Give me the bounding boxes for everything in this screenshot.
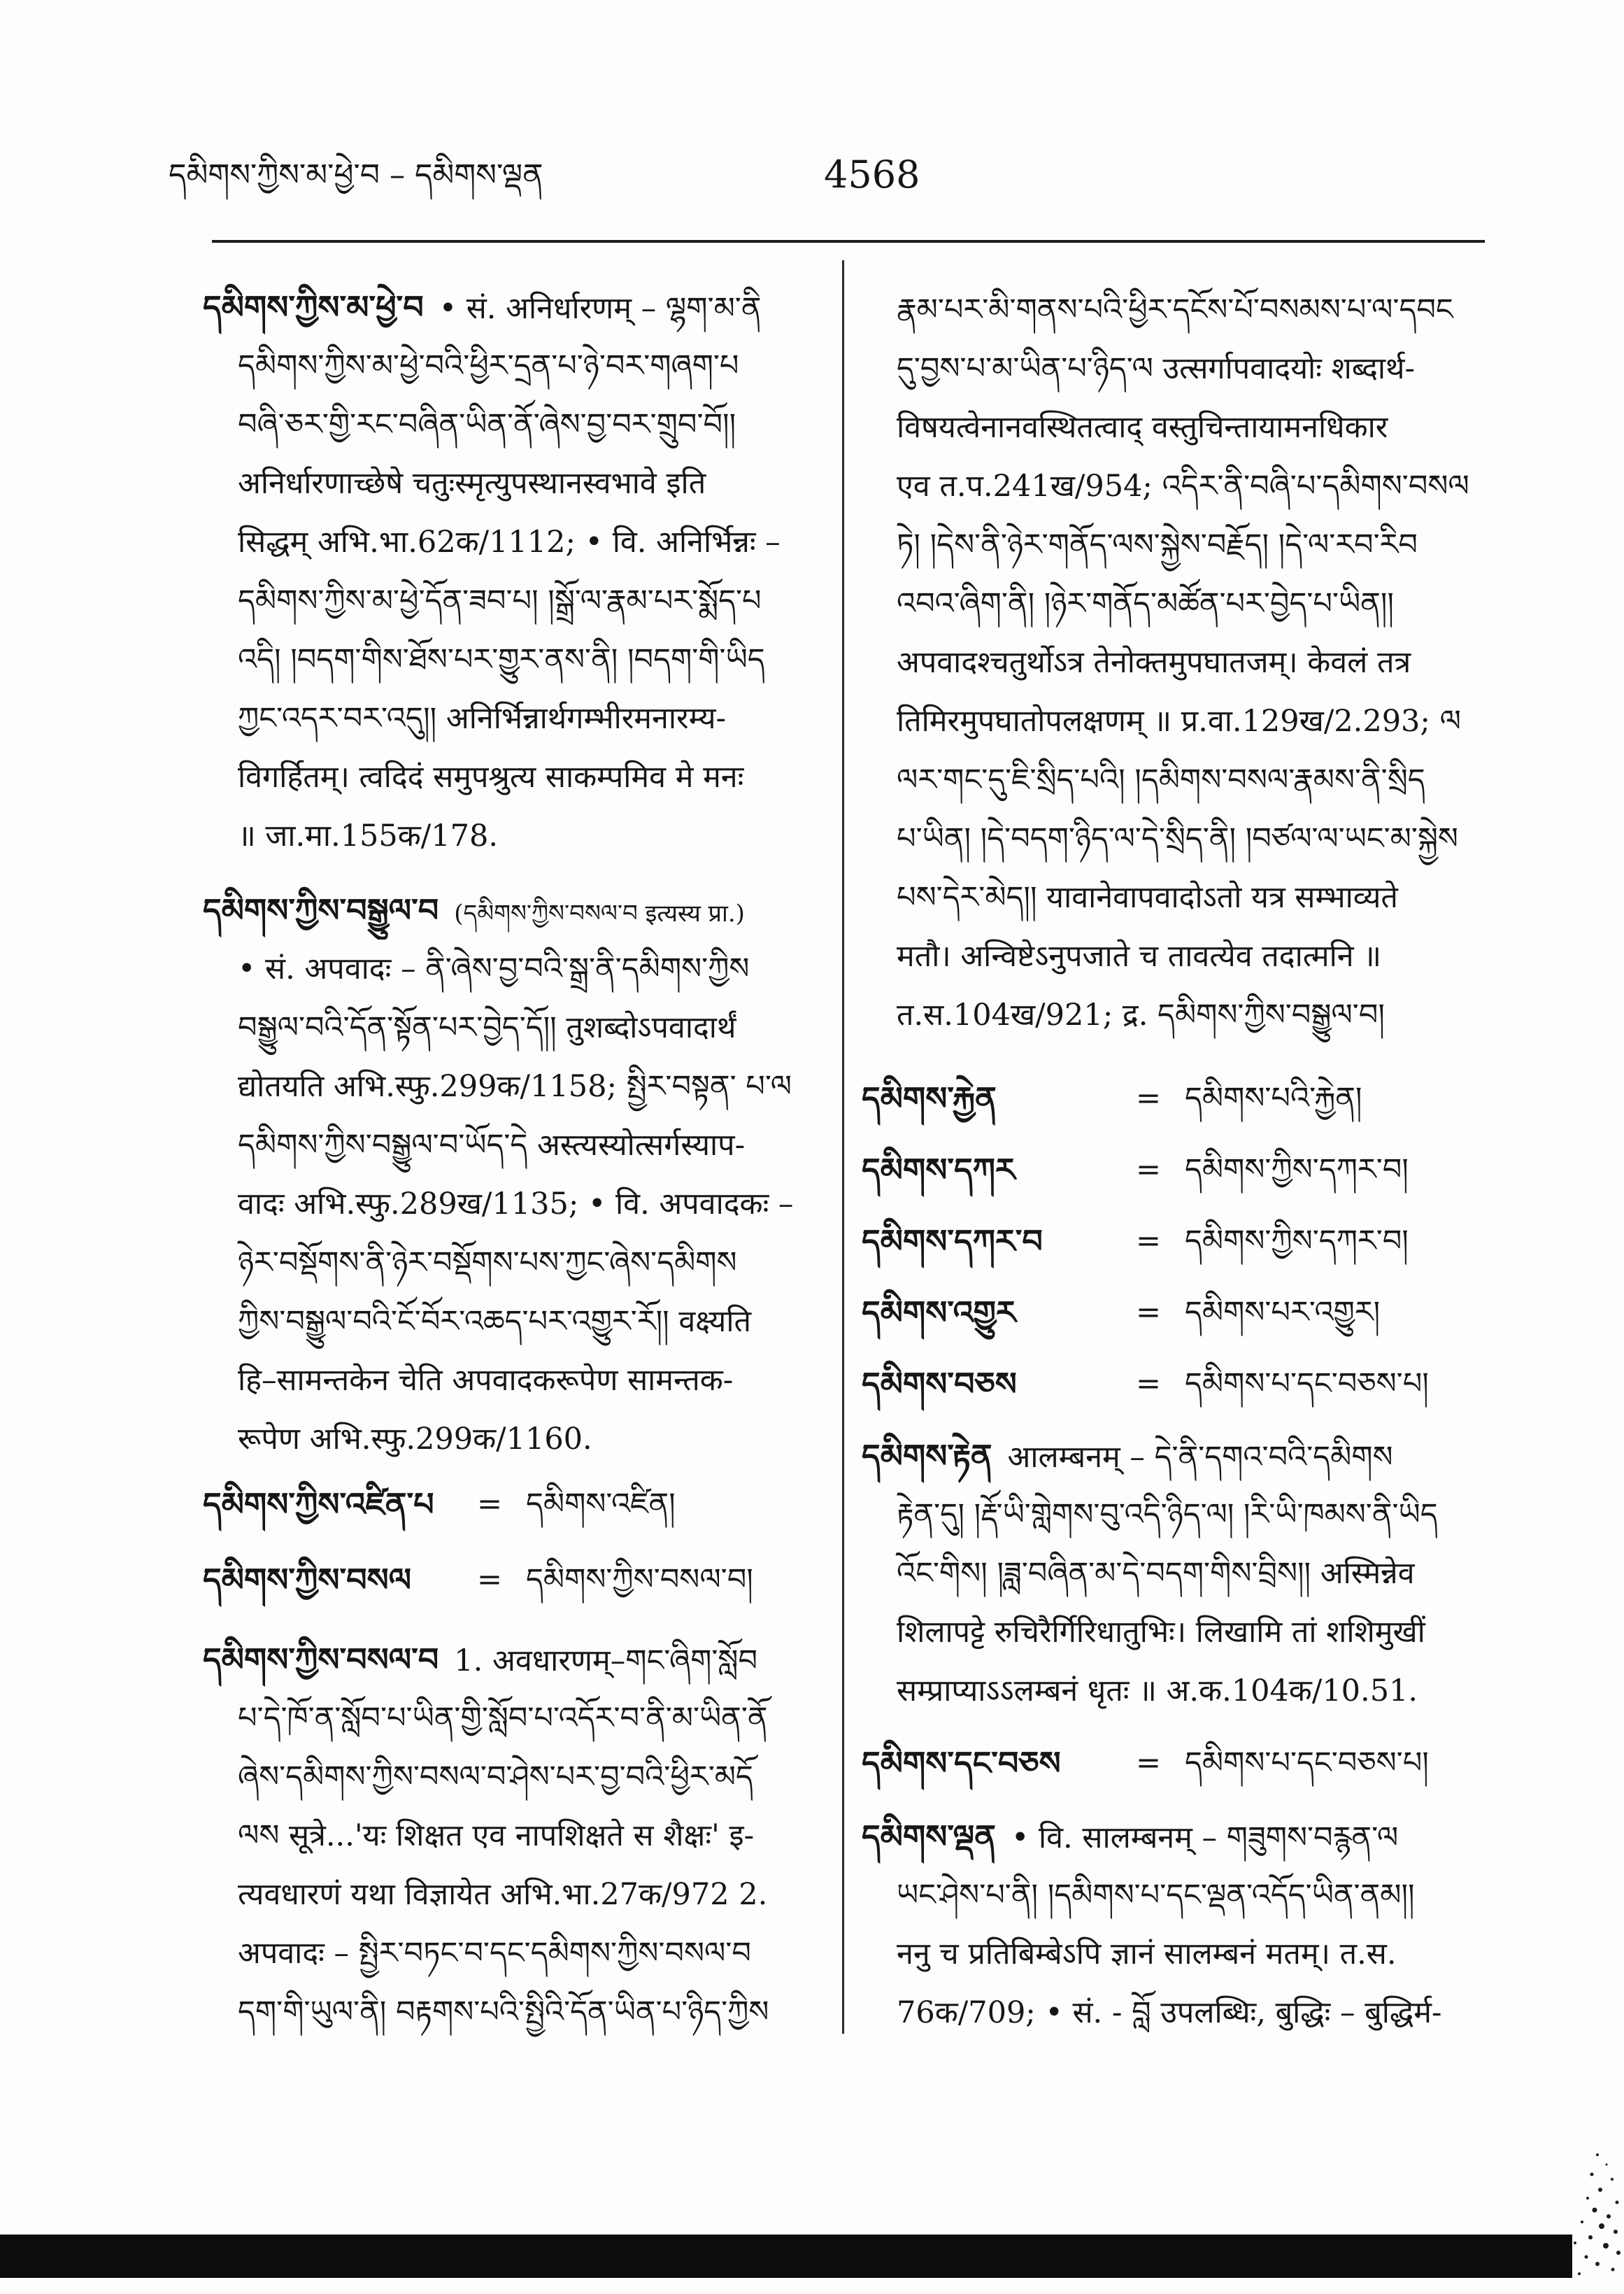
entry-text-line: ལས सूत्रे...'यः शिक्षत एव नापशिक्षते स शैक्षः' इ-: [238, 1818, 755, 1853]
entry-text-line: विषयत्वेनानवस्थितत्वाद् वस्तुचिन्तायामनधिकार: [897, 410, 1388, 445]
entry-text-line: सम्प्राप्याऽऽलम्बनं धृतः ॥ अ.क.104क/10.51.: [897, 1673, 1418, 1708]
entry-text-line: विगर्हितम्। त्वदिदं समुपश्रुत्य साकम्पमिव मे मनः: [238, 760, 744, 795]
continued-entry: [862, 281, 1493, 1045]
page-number: 4568: [824, 153, 920, 197]
cross-reference-target: དམིགས་པའི་རྐྱེན།: [1185, 1081, 1362, 1116]
entry-text-line: པ་ཡིན། །དེ་བདག་ཉིད་ལ་དེ་སྲིད་ནི། །བཙལ་ལ་ཡང་མ་སྐྱེས: [897, 821, 1458, 856]
entry-text-line: एव त.प.241ख/954; འདིར་ནི་བཞི་པ་དམིགས་བསལ: [897, 469, 1469, 504]
cross-reference-entry: [862, 1277, 1493, 1348]
entry-text-line: 76क/709; • सं. - བློ उपलब्धिः, बुद्धिः – बुद्धिर्म-: [897, 1995, 1442, 2030]
entry-text-line: त्यवधारणं यथा विज्ञायेत अभि.भा.27क/972 2.: [238, 1877, 768, 1912]
entry-first-line: [862, 1807, 1493, 1866]
cross-reference-target: དམིགས་ཀྱིས་བསལ་བ།: [526, 1562, 753, 1597]
entry-text-line: ཀྱིས་བསྒྱུལ་བའི་ངོ་བོར་འཆད་པར་འགྱུར་རོ།། वक्ष्यति: [238, 1304, 752, 1339]
entry-text-line: དམིགས་ཀྱིས་བསྒྱུལ་བ་ཡོད་དེ अस्त्यस्योत्सर्गस्याप-: [238, 1128, 746, 1163]
dictionary-entry: [203, 278, 817, 865]
cross-reference-headword: དམིགས་དང་བཅས: [862, 1744, 1061, 1782]
entry-headword: དམིགས་ཀྱིས་བསྒྱུལ་བ: [203, 891, 439, 929]
entry-headword: དམིགས་ལྡན: [862, 1818, 996, 1855]
entry-text-line: शिलापट्टे रुचिरैर्गिरिधातुभिः। लिखामि तां शशिमुखीं: [897, 1615, 1425, 1650]
dictionary-entry: [203, 1630, 817, 2041]
entry-headword: དམིགས་རྟེན: [862, 1437, 992, 1475]
entry-text-line: ཀྱང་འདར་བར་འདུ།། अनिर्भिन्नार्थगम्भीरमनारम्य-: [238, 701, 727, 736]
entry-text-line: དམིགས་ཀྱིས་མ་ཕྱེ་བའི་ཕྱིར་དྲན་པ་ཉེ་བར་གཞག་པ: [238, 348, 739, 383]
right-column: [862, 281, 1493, 2042]
entry-text-line: तिमिरमुपघातोपलक्षणम् ॥ प्र.वा.129ख/2.293; ལ: [897, 704, 1461, 739]
entry-text-line: ཞེས་དམིགས་ཀྱིས་བསལ་བ་ཤེས་པར་བྱ་བའི་ཕྱིར་མདོ: [238, 1760, 753, 1794]
entry-text-line: པས་དེར་མེད།། यावानेवापवादोऽतो यत्र सम्भाव्यते: [897, 880, 1398, 915]
cross-reference-entry: [862, 1205, 1493, 1277]
entry-definition-start: आलम्बनम् – དེ་ནི་དགའ་བའི་དམིགས: [1007, 1440, 1393, 1475]
dictionary-entry: [862, 1426, 1493, 1720]
dictionary-entry: [203, 881, 817, 1468]
entry-definition-start: • सं. अनिर्धारणम् – ལྷག་མ་ནི: [439, 291, 762, 326]
entry-text-line: དུ་བྱས་པ་མ་ཡིན་པ་ཉིད་ལ उत्सर्गापवादयोः शब्दार्थ-: [897, 351, 1416, 386]
cross-reference-target: དམིགས་ཀྱིས་དཀར་བ།: [1185, 1152, 1409, 1187]
cross-reference-headword: དམིགས་ཀྱིས་བསལ: [203, 1561, 412, 1599]
cross-reference-target: དམིགས་པ་དང་བཅས་པ།: [1185, 1366, 1429, 1401]
cross-reference-headword: དམིགས་བཅས: [862, 1365, 1017, 1403]
entry-text-line: དམིགས་ཀྱིས་མ་ཕྱེ་དོན་ཟབ་པ། །སྒྲོ་ལ་རྣམ་པར་སྨོད་པ: [238, 583, 762, 618]
cross-reference-entry: [862, 1727, 1493, 1799]
cross-reference-entry: [203, 1468, 817, 1540]
entry-text-line: सिद्धम् अभि.भा.62क/1112; • वि. अनिर्भिन्नः –: [238, 525, 781, 560]
equals-sign: =: [477, 1562, 503, 1597]
entry-first-line: [203, 1630, 817, 1689]
entry-text-line: अपवादश्चतुर्थोऽत्र तेनोक्तमुपघातजम्। केवलं तत्र: [897, 645, 1411, 680]
entry-text-line: त.स.104ख/921; द्र. དམིགས་ཀྱིས་བསྒྱུལ་བ།: [897, 998, 1385, 1033]
running-head: དམིགས་ཀྱིས་མ་ཕྱེ་བ – དམིགས་ལྡན: [169, 157, 543, 193]
cross-reference-target: དམིགས་པར་འགྱུར།: [1185, 1295, 1381, 1330]
entry-text-line: ॥ जा.मा.155क/178.: [238, 819, 498, 854]
cross-reference-entry: [203, 1544, 817, 1615]
scan-noise: [1554, 2141, 1624, 2294]
equals-sign: =: [1136, 1746, 1162, 1780]
entry-text-line: ཡང་ཤེས་པ་ནི། །དམིགས་པ་དང་ལྡན་འདོད་ཡིན་ནམ།།: [897, 1878, 1415, 1913]
entry-text-line: པ་དེ་ཁོ་ན་སློབ་པ་ཡིན་གྱི་སློབ་པ་འདོར་བ་ནི་མ་ཡིན་ནོ: [238, 1701, 768, 1736]
entry-text-line: རྟེན་དུ། །རྡོ་ཡི་གླེགས་བུ་འདི་ཉིད་ལ། །རི་ཡི་ཁམས་ནི་ཡིད: [897, 1497, 1438, 1532]
cross-reference-entry: [862, 1063, 1493, 1134]
entry-text-line: དག་གི་ཡུལ་ནི། བརྟགས་པའི་སྤྱིའི་དོན་ཡིན་པ་ཉིད་ཀྱིས: [238, 1995, 769, 2030]
cross-reference-headword: དམིགས་འགྱུར: [862, 1294, 1016, 1331]
header-rule: [212, 240, 1485, 243]
entry-text-line: • सं. अपवादः – ནི་ཞེས་བྱ་བའི་སྒྲ་ནི་དམིགས་ཀྱིས: [238, 951, 750, 986]
scan-edge-bar: [0, 2235, 1572, 2278]
entry-first-line: [203, 881, 817, 940]
cross-reference-headword: དམིགས་རྐྱེན: [862, 1079, 997, 1117]
equals-sign: =: [1136, 1224, 1162, 1259]
equals-sign: =: [477, 1487, 503, 1522]
equals-sign: =: [1136, 1152, 1162, 1187]
entry-first-line: [203, 278, 817, 337]
entry-headword: དམིགས་ཀྱིས་མ་ཕྱེ་བ: [203, 288, 424, 326]
entry-text-line: བསྒྱུལ་བའི་དོན་སྟོན་པར་བྱེད་དོ།། तुशब्दोऽपवादार्थं: [238, 1010, 736, 1045]
entry-text-line: འདི། །བདག་གིས་ཐོས་པར་གྱུར་ནས་ནི། །བདག་གི་ཡིད: [238, 642, 765, 677]
cross-reference-headword: དམིགས་དཀར་བ: [862, 1222, 1043, 1260]
entry-text-line: འོང་གིས། །ཟླ་བཞིན་མ་དེ་བདག་གིས་བྲིས།། अस्मिन्नेव: [897, 1556, 1415, 1591]
equals-sign: =: [1136, 1295, 1162, 1330]
entry-headword: དམིགས་ཀྱིས་བསལ་བ: [203, 1641, 439, 1678]
left-column: [203, 278, 817, 2041]
entry-text-line: འབའ་ཞིག་ནི། །ཉེར་གནོད་མཚོན་པར་བྱེད་པ་ཡིན།།: [897, 586, 1394, 621]
equals-sign: =: [1136, 1081, 1162, 1116]
entry-definition-start: 1. अवधारणम्–གང་ཞིག་སློབ: [454, 1643, 758, 1678]
cross-reference-entry: [862, 1348, 1493, 1419]
entry-definition-start: • वि. सालम्बनम् – གཟུགས་བརྙན་ལ: [1011, 1820, 1399, 1855]
column-divider: [842, 260, 844, 2034]
entry-text-line: ननु च प्रतिबिम्बेऽपि ज्ञानं सालम्बनं मतम्। त.स.: [897, 1937, 1397, 1971]
entry-text-line: ཏེ། །དེས་ནི་ཉེར་གནོད་ལས་སྐྱེས་བརྗོད། །དེ་ལ་རབ་རིབ: [897, 528, 1418, 562]
cross-reference-headword: དམིགས་ཀྱིས་འཛིན་པ: [203, 1485, 434, 1523]
cross-reference-target: དམིགས་འཛིན།: [526, 1487, 676, 1522]
cross-reference-entry: [862, 1134, 1493, 1205]
entry-text-line: ཉེར་བསྡོགས་ནི་ཉེར་བསྡོགས་པས་ཀྱང་ཞེས་དམིགས: [238, 1245, 737, 1280]
cross-reference-headword: དམིགས་དཀར: [862, 1151, 1016, 1189]
entry-text-line: རྣམ་པར་མི་གནས་པའི་ཕྱིར་དངོས་པོ་བསམས་པ་ལ་དབང: [897, 292, 1453, 327]
entry-text-line: अपवादः – སྤྱིར་བཏང་བ་དང་དམིགས་ཀྱིས་བསལ་བ: [238, 1936, 751, 1971]
dictionary-entry: [862, 1807, 1493, 2042]
entry-text-line: हि–सामन्तकेन चेति अपवादकरूपेण सामन्तक-: [238, 1363, 734, 1398]
entry-first-line: [862, 1426, 1493, 1485]
cross-reference-target: དམིགས་པ་དང་བཅས་པ།: [1185, 1746, 1429, 1780]
entry-text-line: रूपेण अभि.स्फु.299क/1160.: [238, 1422, 592, 1457]
entry-text-line: བཞི་ཅར་གྱི་རང་བཞིན་ཡིན་ནོ་ཞེས་བྱ་བར་གྲུབ་བོ།།: [238, 407, 736, 442]
equals-sign: =: [1136, 1366, 1162, 1401]
entry-text-line: मतौ। अन्विष्टेऽनुपजाते च तावत्येव तदात्मनि ॥: [897, 939, 1382, 974]
entry-note: (དམིགས་ཀྱིས་བསལ་བ इत्यस्य प्रा.): [454, 900, 745, 928]
entry-text-line: ལར་གང་དུ་ཇི་སྲིད་པའི། །དམིགས་བསལ་རྣམས་ནི་སྲིད: [897, 763, 1425, 798]
entry-text-line: द्योतयति अभि.स्फु.299क/1158; སྤྱིར་བསྟན་ པ་ལ: [238, 1069, 792, 1104]
entry-text-line: वादः अभि.स्फु.289ख/1135; • वि. अपवादकः –: [238, 1187, 794, 1222]
cross-reference-target: དམིགས་ཀྱིས་དཀར་བ།: [1185, 1224, 1409, 1259]
entry-text-line: अनिर्धारणाच्छेषे चतुःस्मृत्युपस्थानस्वभावे इति: [238, 466, 706, 501]
